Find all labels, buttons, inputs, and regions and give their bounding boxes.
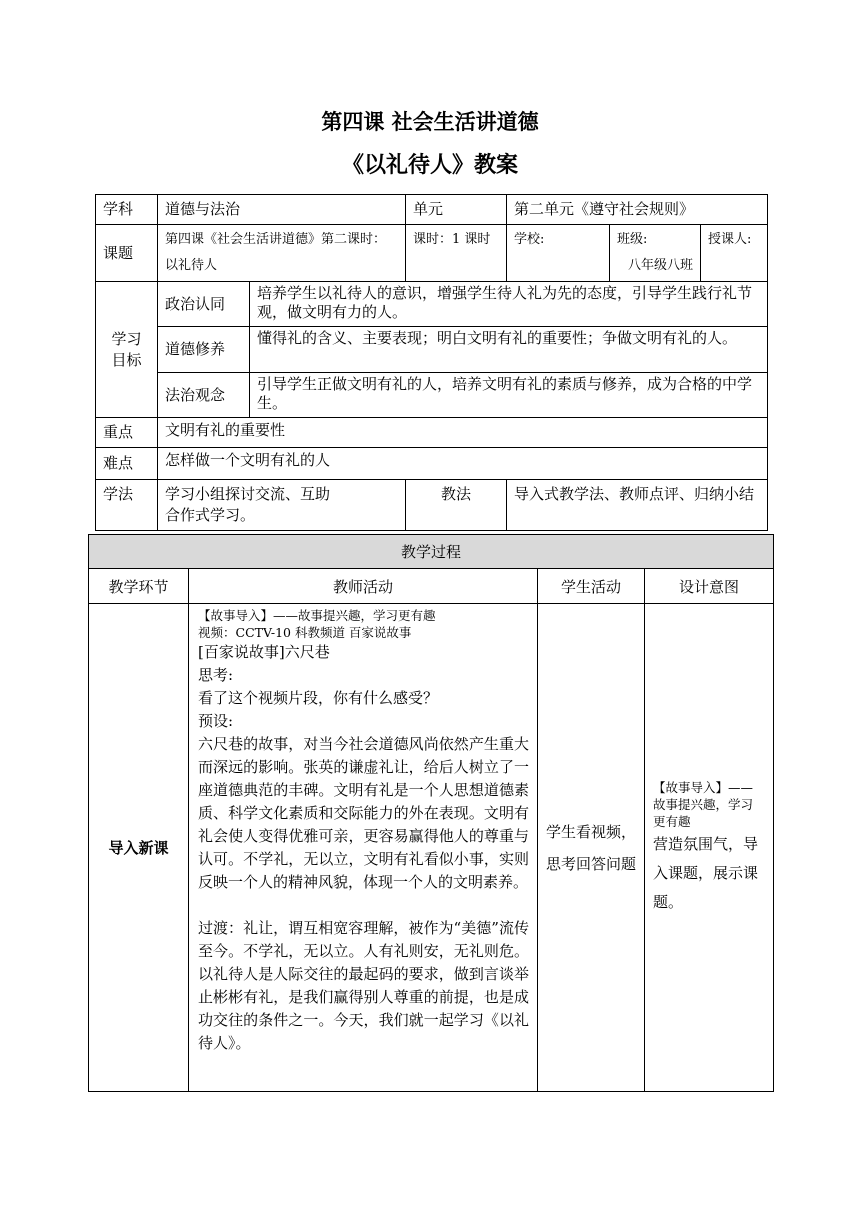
teacher-note-1: 【故事导入】——故事提兴趣，学习更有趣 [198,608,436,623]
teacher-paragraph-1: 六尺巷的故事，对当今社会道德风尚依然产生重大而深远的影响。张英的谦虚礼让，给后人树立了一座道德典范的丰碑。文明有礼是一个人思想道德素质、科学文化素质和交际能力的外在表现。文明有礼会使人变得优雅可亲，更容易赢得他人的尊重与认可。不学礼，无以立，文明有礼看似小事，实则反映一个人的精神风貌，体现一个人的文明素养。 [198,735,529,891]
unit-label: 单元 [406,195,507,225]
topic-line-1: 第四课《社会生活讲道德》第二课时： [165,232,387,247]
class-value: 八年级八班 [628,258,694,273]
paragraph-gap [198,894,529,917]
topic-value [158,225,406,282]
teacher-line-1: [百家说故事]六尺巷 [198,643,330,661]
teacher-note-2: 视频：CCTV-10 科教频道 百家说故事 [198,625,412,640]
student-activity: 学生看视频，思考回答问题 [538,604,645,1092]
key-value: 文明有礼的重要性 [158,418,768,448]
column-teacher: 教师活动 [189,569,538,604]
design-note: 【故事导入】——故事提兴趣，学习更有趣 [653,779,754,829]
column-design: 设计意图 [645,569,774,604]
difficulty-label: 难点 [96,448,158,480]
goal-name-1: 政治认同 [158,282,250,327]
school: 学校: [507,225,610,282]
difficulty-value: 怎样做一个文明有礼的人 [158,448,768,480]
column-student: 学生活动 [538,569,645,604]
subject-label: 学科 [96,195,158,225]
page-title: 第四课 社会生活讲道德 [321,110,539,134]
method-label: 学法 [96,480,158,531]
teacher-activity [189,604,538,1092]
teacher-line-4: 预设: [198,712,234,730]
stage-name: 导入新课 [89,604,189,1092]
topic-line-2: 以礼待人 [165,258,218,273]
hours: 课时：1 课时 [406,225,507,282]
topic-label: 课题 [96,225,158,282]
goal-name-2: 道德修养 [158,327,250,373]
unit-value: 第二单元《遵守社会规则》 [507,195,768,225]
lesson-info-table [95,194,768,531]
goal-text-1: 培养学生以礼待人的意识，增强学生待人礼为先的态度，引导学生践行礼节观，做文明有力的人。 [250,282,768,327]
teacher-line-3: 看了这个视频片段，你有什么感受？ [198,689,439,707]
teacher-line-2: 思考: [198,666,234,684]
column-stage: 教学环节 [89,569,189,604]
teach-label: 教法 [406,480,507,531]
goals-label: 学习 目标 [96,282,158,418]
teacher-paragraph-2: 过渡：礼让，谓互相宽容理解，被作为“美德”流传至今。不学礼，无以立。人有礼则安，无礼则危。 以礼待人是人际交往的最起码的要求，做到言谈举止彬彬有礼，是我们赢得别人尊重的前提，也是成功交往的条件之一。今天，我们就一起学习《以礼待人》。 [198,919,529,1052]
subject-value: 道德与法治 [158,195,406,225]
goal-text-2: 懂得礼的含义、主要表现；明白文明有礼的重要性；争做文明有礼的人。 [250,327,768,373]
design-intent [645,604,774,1092]
teacher-name: 授课人: [701,225,768,282]
teaching-process-table [88,534,774,1092]
design-text: 营造氛围气，导入课题，展示课题。 [653,834,759,911]
goal-name-3: 法治观念 [158,373,250,418]
method-value: 学习小组探讨交流、互助 合作式学习。 [158,480,406,531]
key-label: 重点 [96,418,158,448]
goal-text-3: 引导学生正做文明有礼的人，培养文明有礼的素质与修养，成为合格的中学生。 [250,373,768,418]
page-subtitle: 《以礼待人》教案 [341,153,518,178]
class-cell [610,225,701,282]
class-label: 班级: [617,232,648,247]
teach-value: 导入式教学法、教师点评、归纳小结 [507,480,768,531]
process-header: 教学过程 [89,535,774,569]
